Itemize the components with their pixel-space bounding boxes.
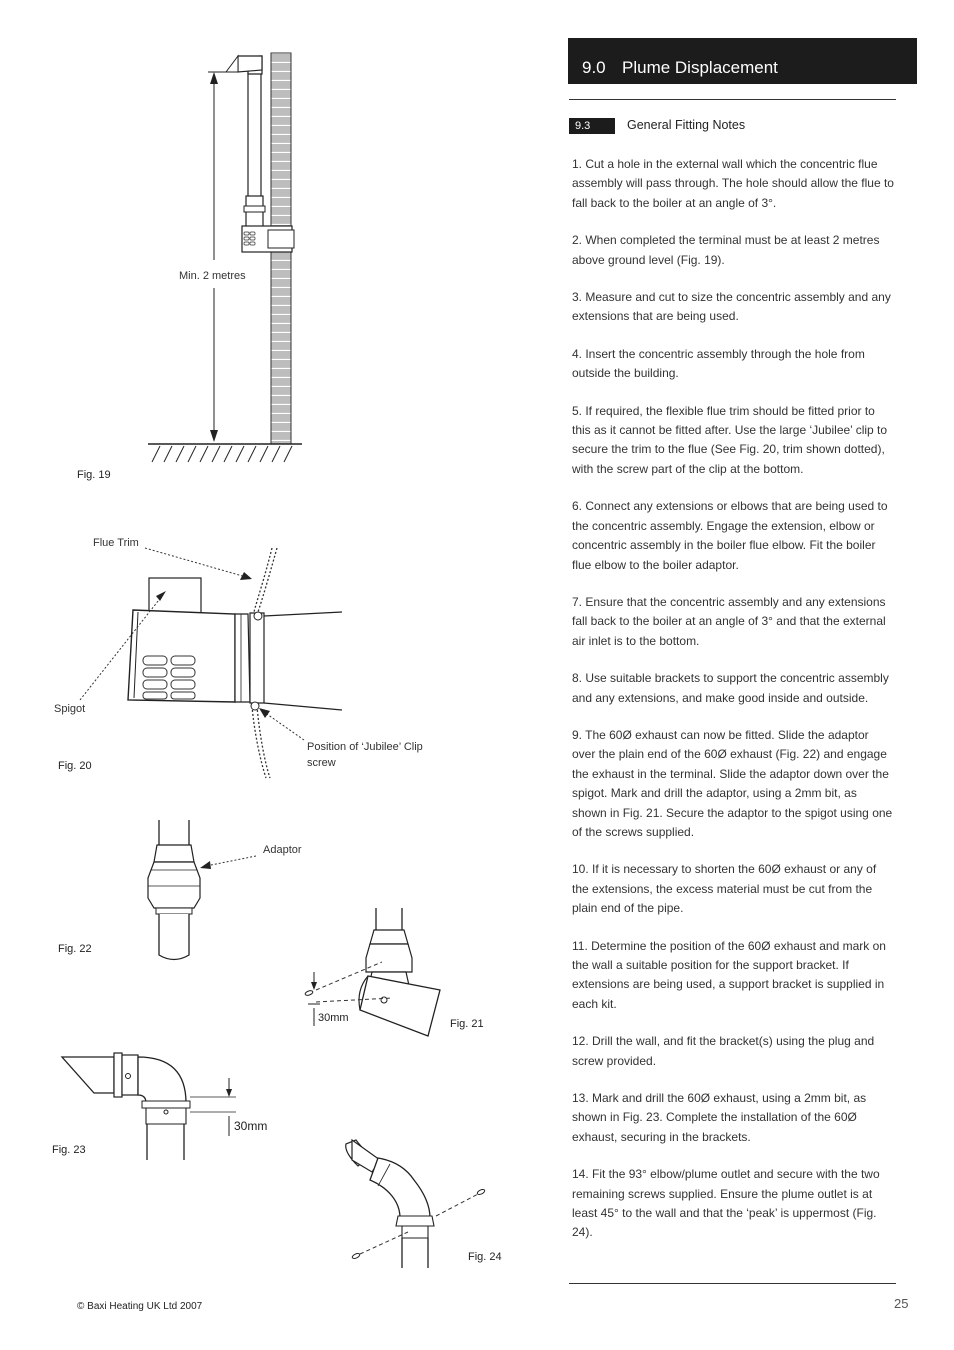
subsection-title: General Fitting Notes [627, 118, 746, 132]
fig22-label: Fig. 22 [58, 943, 92, 955]
fig19-label: Fig. 19 [77, 469, 111, 481]
fig21-dimension: 30mm [318, 1012, 349, 1024]
note-4: 4. Insert the concentric assembly through the hole from outside the building. [572, 346, 865, 381]
fig24-label: Fig. 24 [468, 1251, 502, 1263]
fig20-spigot-label: Spigot [54, 703, 86, 715]
fig21-label: Fig. 21 [450, 1018, 484, 1030]
note-3: 3. Measure and cut to size the concentric assembly and any extensions that are being used. [572, 290, 891, 324]
fig20-clip-line1: Position of ‘Jubilee’ Clip [307, 741, 423, 753]
fig20-flue-trim-label: Flue Trim [93, 537, 139, 549]
fig22-adaptor-label: Adaptor [263, 844, 302, 856]
note-12: 12. Drill the wall, and fit the bracket(s) using the plug and screw provided. [572, 1034, 875, 1068]
fig20-label: Fig. 20 [58, 760, 92, 772]
note-11: 11. Determine the position of the 60Ø exhaust and mark on the wall a suitable position for the support bracket. If extensions are being used, a support bracket is supplied in each kit. [572, 938, 886, 1011]
fig19-dimension: Min. 2 metres [179, 270, 246, 282]
section-header [568, 38, 917, 84]
note-2: 2. When completed the terminal must be at least 2 metres above ground level (Fig. 19). [572, 233, 880, 267]
divider-top [569, 99, 896, 100]
note-10: 10. If it is necessary to shorten the 60Ø exhaust or any of the extensions, the excess material must be cut from the plain end of the pipe. [572, 862, 877, 916]
section-number: 9.0 [582, 58, 606, 77]
note-13: 13. Mark and drill the 60Ø exhaust, using a 2mm bit, as shown in Fig. 23. Complete the installation of the 60Ø exhaust, securing in the brackets. [572, 1091, 867, 1144]
fig20-clip-line2: screw [307, 757, 336, 769]
subsection-number: 9.3 [569, 118, 615, 134]
note-9: 9. The 60Ø exhaust can now be fitted. Slide the adaptor over the plain end of the 60Ø exhaust (Fig. 22) and engage the exhaust in the terminal. Slide the adaptor down over the spigot. Mark and drill the adaptor, using a 2mm bit, as shown in Fig. 21. Secure the adaptor to the spigot using one of the screws supplied. [572, 727, 893, 839]
note-8: 8. Use suitable brackets to support the concentric assembly and any extensions, and make good inside and outside. [572, 671, 889, 705]
note-7: 7. Ensure that the concentric assembly and any extensions fall back to the boiler at an angle of 3° and that the external air inlet is to the bottom. [572, 594, 886, 648]
divider-bottom [569, 1283, 896, 1284]
fitting-notes [572, 155, 894, 1261]
note-1: 1. Cut a hole in the external wall which the concentric flue assembly will pass through. The hole should allow the flue to fall back to the boiler at an angle of 3°. [572, 157, 894, 210]
page-number: 25 [894, 1296, 909, 1311]
note-5: 5. If required, the flexible flue trim should be fitted prior to this as it cannot be fitted after. Use the large ‘Jubilee’ clip to secure the trim to the flue (See Fig. 20, trim shown dotted), with the screw part of the clip at the bottom. [572, 403, 888, 476]
footer-copyright: © Baxi Heating UK Ltd 2007 [77, 1301, 203, 1312]
section-title: Plume Displacement [622, 58, 778, 77]
note-14: 14. Fit the 93° elbow/plume outlet and secure with the two remaining screws supplied. Ensure the plume outlet is at least 45° to the wall and that the ‘peak’ is uppermost (Fig. 24). [572, 1167, 880, 1240]
fig23-label: Fig. 23 [52, 1144, 86, 1156]
note-6: 6. Connect any extensions or elbows that are being used to the concentric assembly. Engage the extension, elbow or concentric assembly in the boiler flue elbow. Fit the boiler flue elbow to the boiler adaptor. [572, 499, 888, 572]
fig23-dimension: 30mm [234, 1119, 268, 1133]
